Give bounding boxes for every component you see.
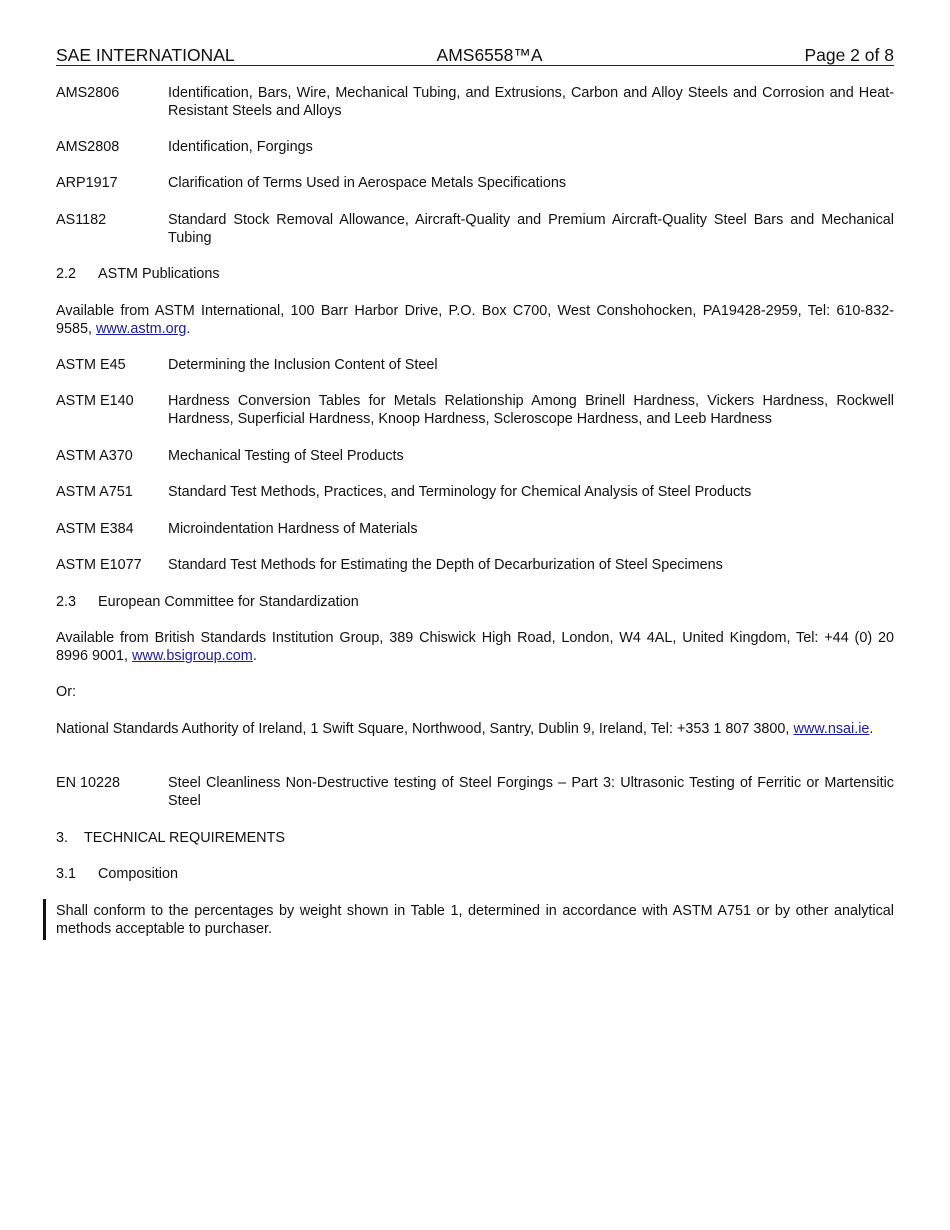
ref-as1182: [56, 211, 894, 247]
ref-astm-e1077: [56, 556, 894, 574]
availability-text: National Standards Authority of Ireland, 1 Swift Square, Northwood, Santry, Dublin 9, Ireland, Tel: +353 1 807 3800,: [56, 721, 794, 737]
punctuation: .: [186, 321, 191, 337]
composition-paragraph: Shall conform to the percentages by weight shown in Table 1, determined in accordance with ASTM A751 or by other analytical methods acceptable to purchaser.: [56, 903, 894, 937]
astm-availability: [56, 302, 894, 338]
ref-desc: Hardness Conversion Tables for Metals Relationship Among Brinell Hardness, Vickers Hardness, Rockwell Hardness, Superficial Hardness, Knoop Hardness, Scleroscope Hardness, and Leeb Hardness: [168, 393, 894, 427]
ref-code: AMS2806: [56, 85, 120, 101]
section-3-1-heading: [56, 865, 178, 883]
ref-desc: Microindentation Hardness of Materials: [168, 521, 418, 537]
document-page: [56, 44, 894, 937]
ref-desc: Steel Cleanliness Non-Destructive testing of Steel Forgings – Part 3: Ultrasonic Testing of Ferritic or Martensitic Steel: [168, 775, 894, 809]
or-text: Or:: [56, 684, 76, 700]
nsai-availability: [56, 720, 894, 738]
section-number: 3.: [56, 830, 69, 846]
ref-desc: Identification, Bars, Wire, Mechanical Tubing, and Extrusions, Carbon and Alloy Steels and Corrosion and Heat-Resistant Steels and Alloys: [168, 85, 894, 119]
ref-code: ASTM E1077: [56, 557, 142, 573]
availability-text: Available from British Standards Institution Group, 389 Chiswick High Road, London, W4 4AL, United Kingdom, Tel: +44 (0) 20 8996 9001,: [56, 630, 894, 664]
ref-code: ASTM E45: [56, 357, 126, 373]
availability-text: Available from ASTM International, 100 Barr Harbor Drive, P.O. Box C700, West Conshohocken, PA19428-2959, Tel: 610-832-9585,: [56, 303, 894, 337]
section-title: TECHNICAL REQUIREMENTS: [84, 830, 285, 846]
ref-astm-e140: [56, 392, 894, 428]
ref-code: EN 10228: [56, 775, 121, 791]
ref-desc: Standard Test Methods for Estimating the Depth of Decarburization of Steel Specimens: [168, 557, 723, 573]
ref-desc: Identification, Forgings: [168, 139, 313, 155]
ref-desc: Clarification of Terms Used in Aerospace Metals Specifications: [168, 175, 567, 191]
ref-desc: Standard Test Methods, Practices, and Terminology for Chemical Analysis of Steel Products: [168, 484, 752, 500]
ref-desc: Mechanical Testing of Steel Products: [168, 448, 404, 464]
ref-code: ARP1917: [56, 175, 118, 191]
punctuation: .: [252, 648, 257, 664]
section-title: European Committee for Standardization: [98, 594, 359, 610]
ref-desc: Standard Stock Removal Allowance, Aircraft-Quality and Premium Aircraft-Quality Steel Bars and Mechanical Tubing: [168, 212, 894, 246]
ref-desc: Determining the Inclusion Content of Steel: [168, 357, 438, 373]
header-org: SAE INTERNATIONAL: [56, 45, 235, 65]
page-header: [56, 44, 894, 66]
ref-code: AMS2808: [56, 139, 120, 155]
header-doc-id: AMS6558™A: [436, 45, 543, 65]
ref-en-10228: [56, 774, 894, 810]
astm-link[interactable]: www.astm.org: [96, 321, 187, 337]
section-3-heading: [56, 829, 285, 847]
ref-astm-a370: [56, 447, 894, 465]
bsi-link[interactable]: www.bsigroup.com: [132, 648, 253, 664]
section-number: 2.3: [56, 594, 77, 610]
header-page-number: Page 2 of 8: [804, 45, 894, 65]
ref-astm-a751: [56, 483, 894, 501]
section-title: Composition: [98, 866, 178, 882]
bsi-availability: [56, 629, 894, 665]
revision-bar: [43, 899, 46, 940]
ref-code: AS1182: [56, 212, 107, 228]
ref-code: ASTM E140: [56, 393, 134, 409]
section-number: 3.1: [56, 866, 77, 882]
section-title: ASTM Publications: [98, 266, 220, 282]
ref-astm-e45: [56, 356, 894, 374]
ref-arp1917: [56, 174, 894, 192]
section-2-2-heading: [56, 265, 220, 283]
ref-astm-e384: [56, 520, 894, 538]
nsai-link[interactable]: www.nsai.ie: [793, 721, 870, 737]
ref-ams2808: [56, 138, 894, 156]
ref-code: ASTM A370: [56, 448, 133, 464]
ref-code: ASTM E384: [56, 521, 134, 537]
ref-ams2806: [56, 84, 894, 120]
ref-code: ASTM A751: [56, 484, 133, 500]
section-2-3-heading: [56, 593, 359, 611]
punctuation: .: [869, 721, 874, 737]
section-number: 2.2: [56, 266, 77, 282]
